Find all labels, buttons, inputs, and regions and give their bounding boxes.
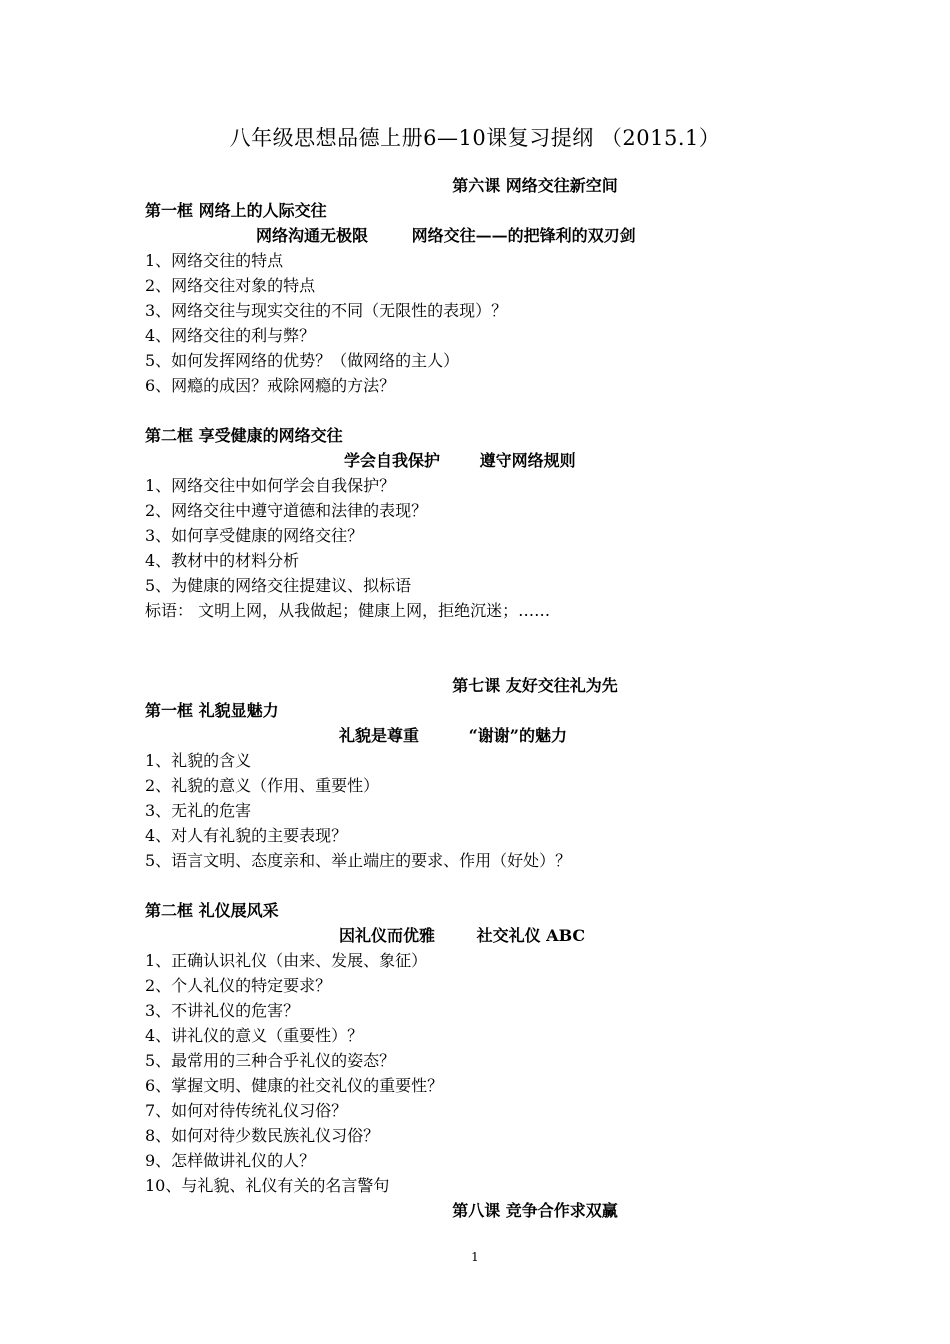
list-item: 5、语言文明、态度亲和、举止端庄的要求、作用（好处）？ — [145, 851, 572, 870]
list-item: 2、网络交往中遵守道德和法律的表现？ — [145, 501, 428, 520]
list-item: 4、讲礼仪的意义（重要性）？ — [145, 1026, 364, 1045]
lesson-6-frame-1-subtitles — [145, 223, 825, 248]
list-item: 5、如何发挥网络的优势？（做网络的主人） — [145, 351, 460, 370]
page-number: 1 — [471, 1250, 479, 1264]
list-item: 6、网瘾的成因？戒除网瘾的方法？ — [145, 376, 396, 395]
list-item: 3、不讲礼仪的危害？ — [145, 1001, 300, 1020]
subtitle: 网络交往——的把锋利的双刃剑 — [411, 226, 636, 245]
subtitle: “谢谢”的魅力 — [468, 726, 568, 745]
list-item: 4、网络交往的利与弊？ — [145, 326, 316, 345]
subtitle: 礼貌是尊重 — [339, 726, 420, 745]
list-item: 3、无礼的危害 — [145, 801, 252, 820]
list-item: 9、怎样做讲礼仪的人？ — [145, 1151, 316, 1170]
lesson-6-frame-1-list — [145, 248, 825, 398]
list-item: 6、掌握文明、健康的社交礼仪的重要性？ — [145, 1076, 444, 1095]
list-item: 3、网络交往与现实交往的不同（无限性的表现）？ — [145, 301, 508, 320]
lesson-7-frame-2-list — [145, 948, 825, 1198]
lesson-7-frame-2-subtitles — [145, 923, 825, 948]
slogan-line: 标语： 文明上网，从我做起；健康上网，拒绝沉迷；…… — [145, 601, 551, 620]
subtitle: 遵守网络规则 — [479, 451, 576, 470]
lesson-6-frame-2-subtitles — [145, 448, 825, 473]
subtitle: 网络沟通无极限 — [256, 226, 369, 245]
lesson-6-frame-2-heading: 第二框 享受健康的网络交往 — [145, 426, 343, 445]
list-item: 1、网络交往的特点 — [145, 251, 284, 270]
list-item: 8、如何对待少数民族礼仪习俗？ — [145, 1126, 380, 1145]
list-item: 2、礼貌的意义（作用、重要性） — [145, 776, 380, 795]
lesson-7-frame-2-heading: 第二框 礼仪展风采 — [145, 901, 279, 920]
lesson-6-frame-2-list — [145, 473, 825, 623]
lesson-7-frame-1-subtitles — [145, 723, 825, 748]
list-item: 4、对人有礼貌的主要表现？ — [145, 826, 348, 845]
list-item: 4、教材中的材料分析 — [145, 551, 300, 570]
subtitle: 学会自我保护 — [344, 451, 441, 470]
lesson-8-heading: 第八课 竞争合作求双赢 — [452, 1201, 618, 1220]
document-content — [145, 173, 825, 1223]
lesson-6-frame-1-heading: 第一框 网络上的人际交往 — [145, 201, 327, 220]
list-item: 2、个人礼仪的特定要求？ — [145, 976, 332, 995]
list-item: 5、为健康的网络交往提建议、拟标语 — [145, 576, 412, 595]
subtitle: 因礼仪而优雅 — [339, 926, 436, 945]
lesson-6-heading: 第六课 网络交往新空间 — [452, 176, 618, 195]
subtitle: 社交礼仪 ABC — [476, 926, 586, 945]
list-item: 7、如何对待传统礼仪习俗？ — [145, 1101, 348, 1120]
list-item: 10、与礼貌、礼仪有关的名言警句 — [145, 1176, 390, 1195]
list-item: 1、礼貌的含义 — [145, 751, 252, 770]
list-item: 1、正确认识礼仪（由来、发展、象征） — [145, 951, 428, 970]
lesson-7-heading: 第七课 友好交往礼为先 — [452, 676, 618, 695]
list-item: 2、网络交往对象的特点 — [145, 276, 316, 295]
lesson-7-frame-1-list — [145, 748, 825, 873]
list-item: 3、如何享受健康的网络交往？ — [145, 526, 364, 545]
document-title: 八年级思想品德上册6—10课复习提纲 （2015.1） — [229, 126, 721, 150]
lesson-7-frame-1-heading: 第一框 礼貌显魅力 — [145, 701, 279, 720]
list-item: 1、网络交往中如何学会自我保护？ — [145, 476, 396, 495]
list-item: 5、最常用的三种合乎礼仪的姿态？ — [145, 1051, 396, 1070]
